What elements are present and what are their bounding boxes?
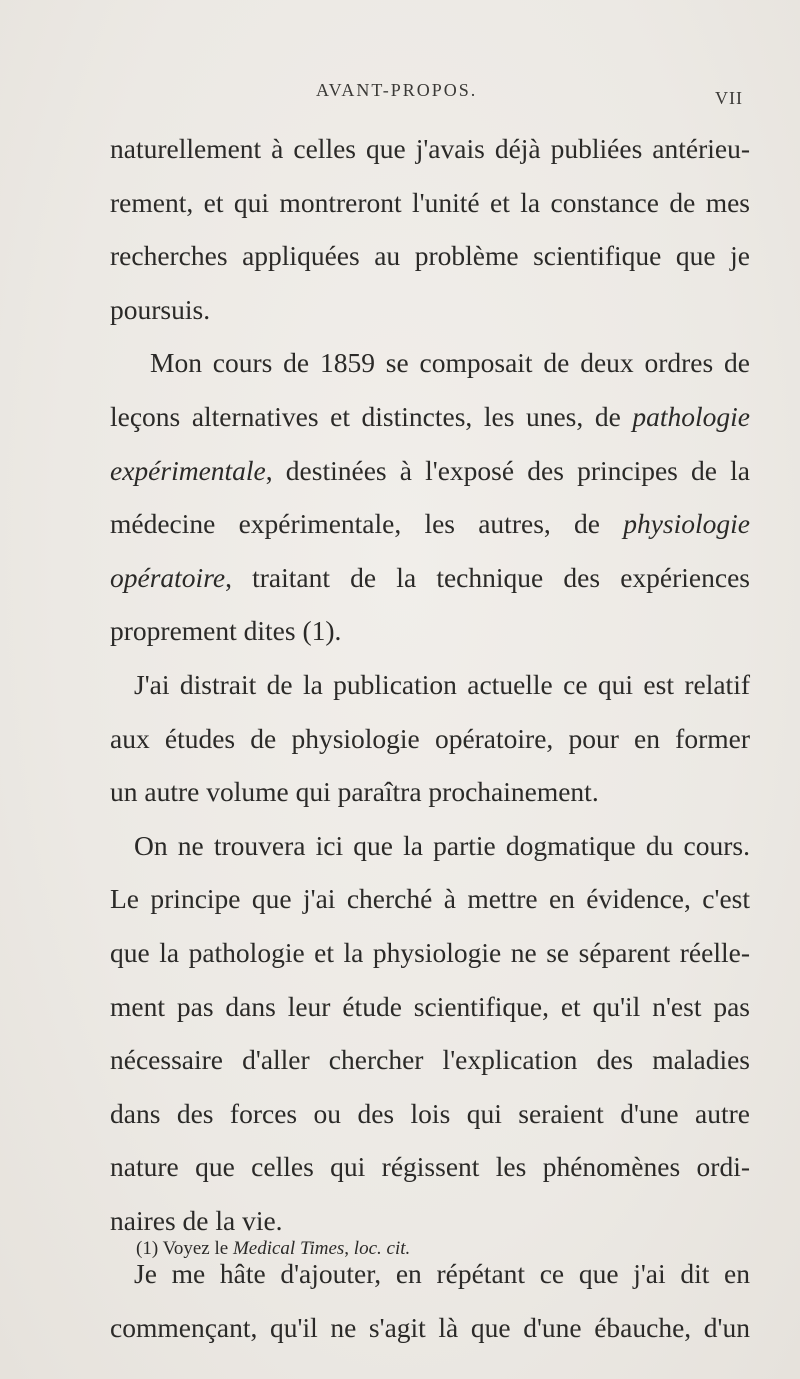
text-line — [110, 604, 750, 658]
footnote-marker: (1) — [136, 1238, 159, 1259]
text-line — [110, 497, 750, 551]
footnote-text: , — [344, 1238, 354, 1259]
footnote — [136, 1238, 736, 1260]
italic-term: pathologie — [632, 400, 750, 432]
text-line: nécessaire d'aller chercher l'explication des maladies — [110, 1044, 750, 1076]
text-line: naires de la vie. — [110, 1204, 283, 1236]
footnote-italic-title: Medical Times — [232, 1238, 345, 1259]
body-text — [110, 122, 750, 1355]
text-line: commençant, qu'il ne s'agit là que d'une ébauche, d'un — [110, 1312, 750, 1344]
footnote-text: Voyez le — [162, 1238, 233, 1259]
text-line: On ne trouvera ici que la partie dogmatique du cours. — [134, 829, 750, 861]
text-line — [110, 551, 750, 605]
text-line: que la pathologie et la physiologie ne se séparent réelle- — [110, 936, 750, 968]
text-line: recherches appliquées au problème scientifique que je — [110, 240, 750, 272]
text-run: Mon cours de 1859 se composait de deux ordres de — [150, 347, 750, 379]
text-line: dans des forces ou des lois qui seraient d'une autre — [110, 1097, 750, 1129]
text-line: poursuis. — [110, 293, 211, 325]
text-line: ment pas dans leur étude scientifique, et qu'il n'est pas — [110, 990, 750, 1022]
text-run: , traitant de la technique des expériences — [225, 561, 750, 593]
text-line — [110, 336, 750, 390]
running-head — [0, 74, 800, 114]
italic-term: opératoire — [110, 561, 226, 593]
text-line: nature que celles qui régissent les phénomènes ordi- — [110, 1151, 750, 1183]
text-line: naturellement à celles que j'avais déjà publiées antérieu- — [110, 133, 750, 164]
page-number: VII — [715, 88, 743, 108]
italic-term: expérimentale — [110, 454, 266, 486]
text-run: , destinées à l'exposé des principes de la — [265, 454, 750, 486]
footnote-italic-ref: loc. cit. — [353, 1238, 411, 1259]
text-line: Je me hâte d'ajouter, en répétant ce que j'ai dit en — [134, 1258, 750, 1290]
running-title: AVANT-PROPOS. — [316, 80, 478, 100]
text-run: médecine expérimentale, les autres, de — [110, 508, 624, 540]
text-line: Le principe que j'ai cherché à mettre en évidence, c'est — [110, 883, 750, 915]
italic-term: physiologie — [623, 508, 750, 540]
text-line: rement, et qui montreront l'unité et la constance de mes — [110, 186, 750, 218]
text-line: un autre volume qui paraîtra prochainement. — [110, 776, 599, 808]
text-line: J'ai distrait de la publication actuelle ce qui est relatif — [134, 668, 750, 700]
text-line: aux études de physiologie opératoire, pour en former — [110, 722, 750, 754]
text-run: leçons alternatives et distinctes, les unes, de — [110, 400, 633, 432]
text-line — [110, 390, 750, 444]
text-line — [110, 444, 750, 498]
text-run: proprement dites (1). — [110, 615, 342, 647]
